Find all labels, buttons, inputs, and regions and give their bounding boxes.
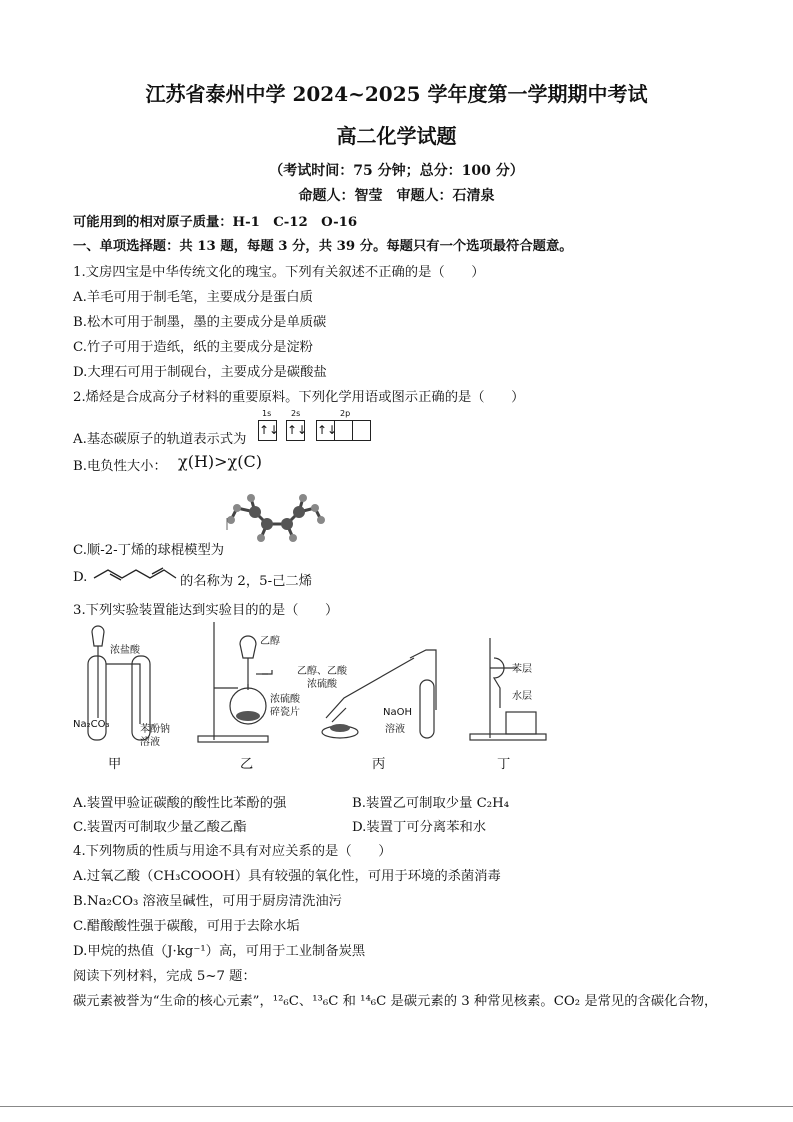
- orbital-1s: ↑↓: [258, 420, 277, 441]
- label-water: 水层: [512, 691, 532, 702]
- label-conc-hcl: 浓盐酸: [110, 645, 140, 656]
- q1-option-c: C.竹子可用于造纸，纸的主要成分是淀粉: [73, 340, 313, 355]
- orbital-2s: ↑↓: [286, 420, 305, 441]
- electronegativity-formula: χ(H)>χ(C): [178, 452, 262, 471]
- q1-stem: 1.文房四宝是中华传统文化的瑰宝。下列有关叙述不正确的是（ ）: [73, 265, 485, 280]
- q4-option-a: A.过氧乙酸（CH₃COOOH）具有较强的氧化性，可用于环境的杀菌消毒: [73, 869, 501, 884]
- hexadiene-skeletal-image: [92, 558, 178, 584]
- q3-stem: 3.下列实验装置能达到实验目的的是（ ）: [73, 603, 339, 618]
- caption-ding: 丁: [497, 757, 511, 772]
- q4-option-b: B.Na₂CO₃ 溶液呈碱性，可用于厨房清洗油污: [73, 894, 342, 909]
- exam-info: （考试时间：75 分钟；总分：100 分）: [269, 163, 524, 179]
- orbital-label-2s: 2s: [291, 409, 301, 418]
- q4-stem: 4.下列物质的性质与用途不具有对应关系的是（ ）: [73, 844, 392, 859]
- label-phenol-solution: 溶液: [140, 737, 160, 748]
- label-na2co3: Na₂CO₃: [73, 719, 110, 730]
- section-heading: 一、单项选择题：共 13 题，每题 3 分，共 39 分。每题只有一个选项最符合题意。: [73, 239, 573, 254]
- q4-option-c: C.醋酸酸性强于碳酸，可用于去除水垢: [73, 919, 300, 934]
- q2-option-b: B.电负性大小：: [73, 459, 167, 474]
- orbital-2s-box: [286, 420, 308, 441]
- caption-jia: 甲: [108, 757, 122, 772]
- orbital-2p-3: [353, 420, 371, 441]
- label-naoh-solution: 溶液: [385, 724, 405, 735]
- q1-option-b: B.松木可用于制墨，墨的主要成分是单质碳: [73, 315, 327, 330]
- label-mix2: 浓硫酸: [307, 679, 337, 690]
- q3-option-d: D.装置丁可分离苯和水: [352, 820, 487, 835]
- cis-2-butene-model-image: [225, 488, 325, 548]
- label-phenol: 苯酚钠: [140, 724, 170, 735]
- orbital-1s-box: [258, 420, 280, 441]
- label-ethanol: 乙醇: [260, 636, 280, 647]
- exam-subtitle: 高二化学试题: [336, 124, 457, 148]
- label-naoh: NaOH: [383, 707, 412, 718]
- reading-intro: 阅读下列材料，完成 5~7 题：: [73, 969, 256, 984]
- label-benzene: 苯层: [512, 664, 532, 675]
- q2-stem: 2.烯烃是合成高分子材料的重要原料。下列化学用语或图示正确的是（ ）: [73, 390, 525, 405]
- q1-option-a: A.羊毛可用于制毛笔，主要成分是蛋白质: [73, 290, 313, 305]
- q2-option-d-text: 的名称为 2，5-己二烯: [180, 574, 313, 589]
- q3-option-a: A.装置甲验证碳酸的酸性比苯酚的强: [73, 796, 287, 811]
- reading-text: 碳元素被誉为“生命的核心元素”，¹²₆C、¹³₆C 和 ¹⁴₆C 是碳元素的 3 种常见核素。CO₂ 是常见的含碳化合物，: [73, 994, 718, 1009]
- label-conc-h2so4: 浓硫酸: [270, 694, 300, 705]
- orbital-2p-2: [335, 420, 353, 441]
- orbital-diagram: [256, 408, 386, 448]
- q2-option-c: C.顺-2-丁烯的球棍模型为: [73, 543, 225, 558]
- q4-option-d: D.甲烷的热值（J·kg⁻¹）高，可用于工业制备炭黑: [73, 944, 366, 959]
- caption-bing: 丙: [372, 757, 386, 772]
- orbital-2p-boxes: [316, 420, 371, 441]
- q2-option-a: A.基态碳原子的轨道表示式为: [73, 432, 247, 447]
- q3-option-b: B.装置乙可制取少量 C₂H₄: [352, 796, 510, 811]
- label-mix1: 乙醇、乙酸: [297, 666, 347, 677]
- q1-option-d: D.大理石可用于制砚台，主要成分是碳酸盐: [73, 365, 327, 380]
- exam-title: 江苏省泰州中学 2024~2025 学年度第一学期期中考试: [145, 82, 648, 106]
- orbital-label-2p: 2p: [340, 409, 351, 418]
- q2-option-d-prefix: D.: [73, 570, 88, 585]
- orbital-label-1s: 1s: [262, 409, 272, 418]
- caption-yi: 乙: [240, 757, 254, 772]
- orbital-2p-1: ↑↓: [316, 420, 335, 441]
- page-bottom-rule: [0, 1106, 793, 1107]
- q3-option-c: C.装置丙可制取少量乙酸乙酯: [73, 820, 247, 835]
- exam-authors: 命题人：智莹 审题人：石清泉: [298, 188, 495, 204]
- atomic-mass-line: 可能用到的相对原子质量：H-1 C-12 O-16: [73, 215, 358, 230]
- label-chips: 碎瓷片: [270, 707, 300, 718]
